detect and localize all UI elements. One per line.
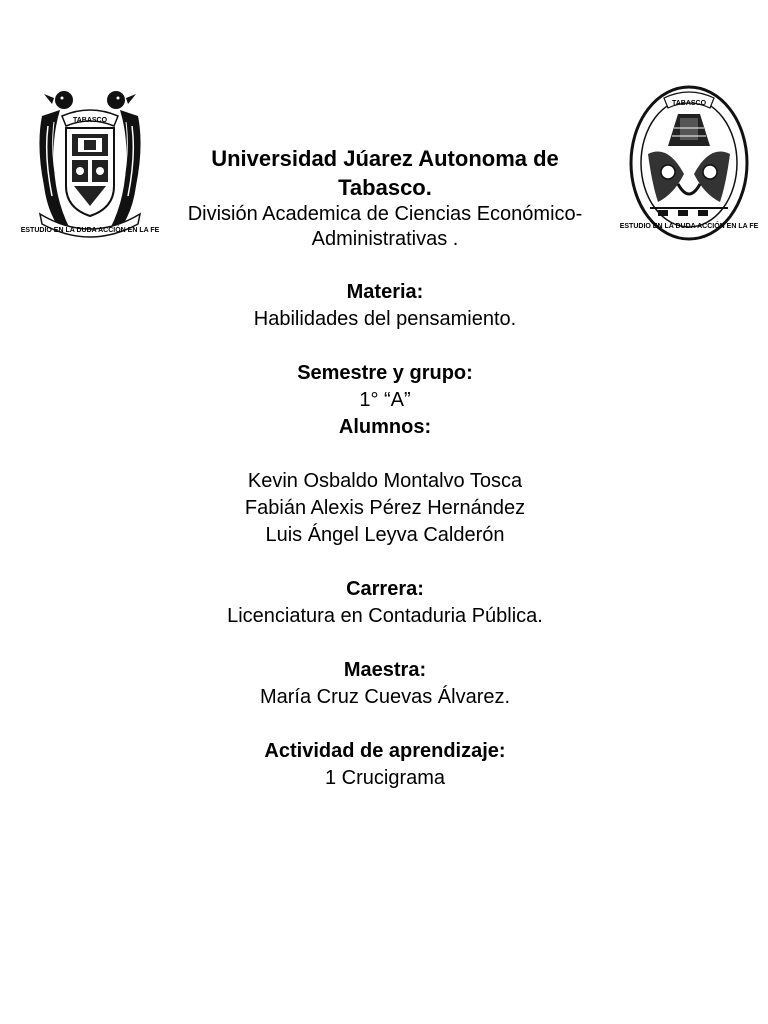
ujat-coat-of-arms-logo [20,86,160,242]
ujat-circular-seal-logo [619,84,759,242]
carrera-value: Licenciatura en Contaduria Pública. [227,605,543,627]
alumno-name: Fabián Alexis Pérez Hernández [244,497,526,519]
division-name-line2: Administrativas . [311,228,459,250]
logo-right-motto-text: ESTUDIO EN LA DUDA ACCIÓN EN LA FE [619,223,759,230]
logo-left-banner-text: TABASCO [72,117,108,124]
logo-left-motto-text: ESTUDIO EN LA DUDA ACCIÓN EN LA FE [20,227,160,234]
alumno-name: Luis Ángel Leyva Calderón [265,524,505,546]
university-name-line1: Universidad Júarez Autonoma de [211,146,559,171]
semestre-value: 1° “A” [359,389,411,411]
materia-value: Habilidades del pensamiento. [253,308,517,330]
actividad-value: 1 Crucigrama [324,767,446,789]
alumnos-label: Alumnos: [338,416,432,438]
actividad-label: Actividad de aprendizaje: [264,740,506,762]
materia-label: Materia: [346,281,424,303]
maestra-label: Maestra: [343,659,427,681]
cover-page-content [150,144,620,792]
division-name-line1: División Academica de Ciencias Económico- [187,203,583,225]
logo-right-banner-text: TABASCO [671,100,707,107]
alumno-name: Kevin Osbaldo Montalvo Tosca [247,470,523,492]
carrera-label: Carrera: [346,578,424,600]
semestre-label: Semestre y grupo: [297,362,473,384]
university-name-line2: Tabasco. [338,175,432,200]
maestra-value: María Cruz Cuevas Álvarez. [259,686,511,708]
